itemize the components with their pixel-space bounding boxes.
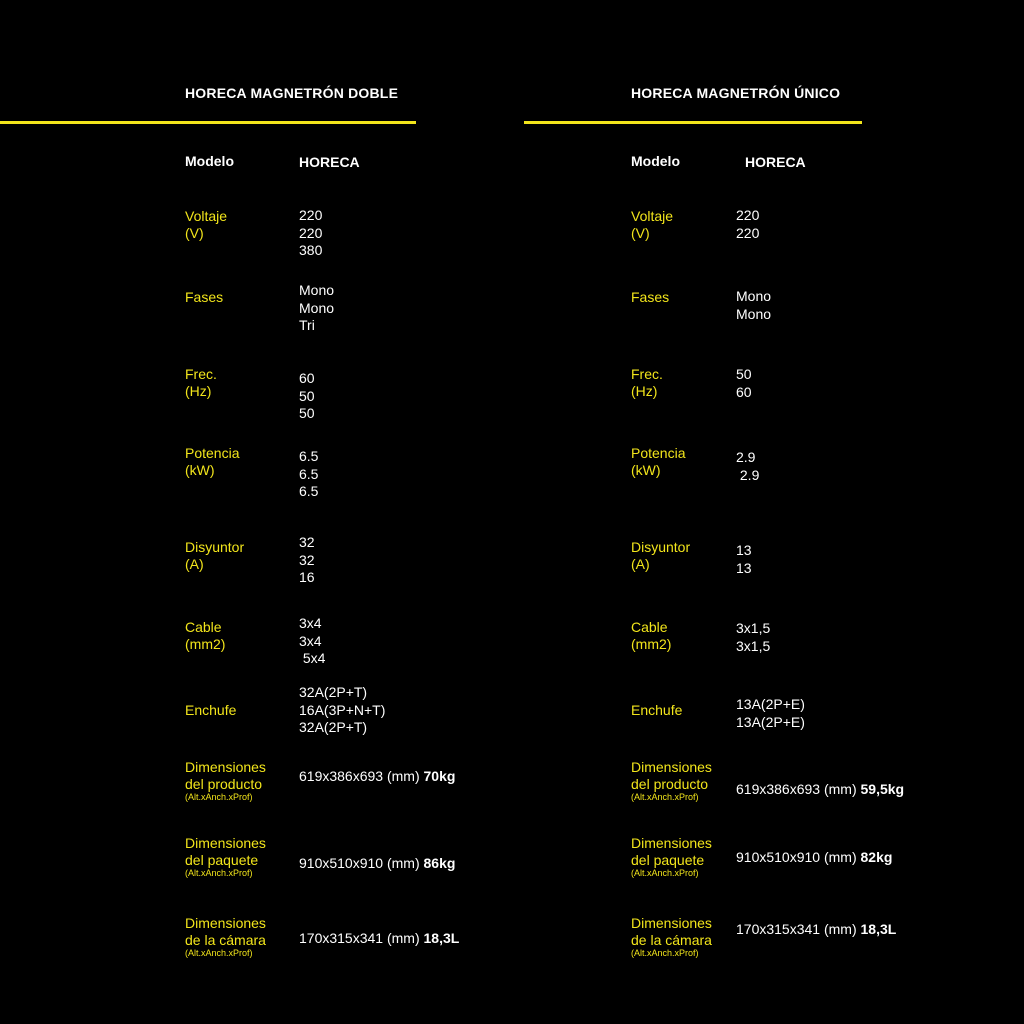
dim-package-sub: (Alt.xAnch.xProf)	[185, 868, 253, 878]
dim-product-dims: 619x386x693 (mm)	[736, 781, 861, 797]
freq-unit: (Hz)	[631, 382, 658, 399]
freq-label-text: Frec.	[631, 366, 663, 382]
cable-label-text: Cable	[185, 619, 222, 635]
voltage-label-text: Voltaje	[631, 208, 674, 224]
breaker-label-text: Disyuntor	[185, 539, 245, 555]
plug-label: Enchufe	[631, 702, 683, 718]
dim-package-label-1: Dimensiones	[185, 835, 266, 851]
dim-product-label	[631, 759, 712, 803]
dim-product-label-2: del producto	[631, 775, 709, 792]
accent-rule	[0, 121, 416, 124]
column-title: HORECA MAGNETRÓN DOBLE	[185, 85, 399, 101]
power-label	[185, 445, 239, 478]
cable-values: 3x4 3x4 5x4	[299, 615, 326, 666]
voltage-label	[631, 208, 673, 241]
dim-package-dims: 910x510x910 (mm)	[299, 855, 424, 871]
breaker-values: 32 32 16	[299, 534, 315, 585]
dim-product-sub: (Alt.xAnch.xProf)	[631, 792, 699, 802]
freq-values: 50 60	[736, 366, 752, 400]
plug-values: 32A(2P+T) 16A(3P+N+T) 32A(2P+T)	[299, 684, 386, 735]
dim-chamber-label-2: de la cámara	[185, 931, 266, 948]
dim-product-value	[736, 781, 904, 799]
dim-package-dims: 910x510x910 (mm)	[736, 849, 861, 865]
phases-label: Fases	[631, 289, 670, 305]
freq-label	[185, 366, 217, 399]
voltage-values: 220 220 380	[299, 207, 323, 258]
phases-values: Mono Mono Tri	[299, 282, 335, 333]
dim-product-sub: (Alt.xAnch.xProf)	[185, 792, 253, 802]
spec-column-single	[512, 0, 1024, 1024]
column-title: HORECA MAGNETRÓN ÚNICO	[631, 85, 841, 101]
dim-package-label-2: del paquete	[631, 851, 705, 868]
dim-product-weight: 70kg	[423, 768, 456, 784]
voltage-values: 220 220	[736, 207, 760, 241]
dim-chamber-volume: 18,3L	[423, 930, 460, 946]
dim-chamber-value	[736, 921, 896, 939]
accent-rule	[524, 121, 862, 124]
dim-chamber-volume: 18,3L	[860, 921, 897, 937]
dim-chamber-value	[299, 930, 459, 948]
dim-product-label-1: Dimensiones	[185, 759, 266, 775]
cable-unit: (mm2)	[185, 635, 226, 652]
power-unit: (kW)	[185, 461, 215, 478]
breaker-label-text: Disyuntor	[631, 539, 691, 555]
dim-package-label-2: del paquete	[185, 851, 259, 868]
dim-chamber-label-1: Dimensiones	[631, 915, 712, 931]
breaker-unit: (A)	[631, 555, 650, 572]
cable-values: 3x1,5 3x1,5	[736, 620, 771, 654]
power-label-text: Potencia	[185, 445, 240, 461]
model-label: Modelo	[631, 153, 680, 169]
dim-product-dims: 619x386x693 (mm)	[299, 768, 424, 784]
breaker-values: 13 13	[736, 542, 752, 576]
breaker-label	[631, 539, 690, 572]
power-unit: (kW)	[631, 461, 661, 478]
freq-values: 60 50 50	[299, 370, 315, 421]
dim-chamber-sub: (Alt.xAnch.xProf)	[631, 948, 699, 958]
dim-chamber-dims: 170x315x341 (mm)	[299, 930, 424, 946]
dim-package-value	[736, 849, 892, 867]
model-label: Modelo	[185, 153, 234, 169]
cable-label	[631, 619, 671, 652]
cable-label-text: Cable	[631, 619, 668, 635]
dim-chamber-label	[185, 915, 266, 959]
model-value: HORECA	[299, 154, 360, 170]
breaker-unit: (A)	[185, 555, 204, 572]
dim-package-label	[631, 835, 712, 879]
freq-label	[631, 366, 663, 399]
power-values: 6.5 6.5 6.5	[299, 448, 319, 499]
dim-package-label-1: Dimensiones	[631, 835, 712, 851]
dim-product-label-2: del producto	[185, 775, 263, 792]
phases-label: Fases	[185, 289, 224, 305]
dim-chamber-label-1: Dimensiones	[185, 915, 266, 931]
voltage-label	[185, 208, 227, 241]
plug-values: 13A(2P+E) 13A(2P+E)	[736, 696, 805, 730]
freq-unit: (Hz)	[185, 382, 212, 399]
plug-label: Enchufe	[185, 702, 237, 718]
voltage-unit: (V)	[185, 224, 204, 241]
dim-chamber-label-2: de la cámara	[631, 931, 712, 948]
dim-package-weight: 82kg	[860, 849, 893, 865]
model-value: HORECA	[745, 154, 806, 170]
dim-product-value	[299, 768, 455, 786]
dim-product-label	[185, 759, 266, 803]
dim-product-weight: 59,5kg	[860, 781, 905, 797]
voltage-unit: (V)	[631, 224, 650, 241]
power-label	[631, 445, 685, 478]
power-values: 2.9 2.9	[736, 449, 760, 483]
dim-package-sub: (Alt.xAnch.xProf)	[631, 868, 699, 878]
cable-unit: (mm2)	[631, 635, 672, 652]
dim-package-label	[185, 835, 266, 879]
dim-package-value	[299, 855, 455, 873]
dim-chamber-label	[631, 915, 712, 959]
freq-label-text: Frec.	[185, 366, 217, 382]
dim-chamber-sub: (Alt.xAnch.xProf)	[185, 948, 253, 958]
breaker-label	[185, 539, 244, 572]
dim-chamber-dims: 170x315x341 (mm)	[736, 921, 861, 937]
voltage-label-text: Voltaje	[185, 208, 228, 224]
dim-package-weight: 86kg	[423, 855, 456, 871]
dim-product-label-1: Dimensiones	[631, 759, 712, 775]
cable-label	[185, 619, 225, 652]
power-label-text: Potencia	[631, 445, 686, 461]
phases-values: Mono Mono	[736, 288, 772, 322]
